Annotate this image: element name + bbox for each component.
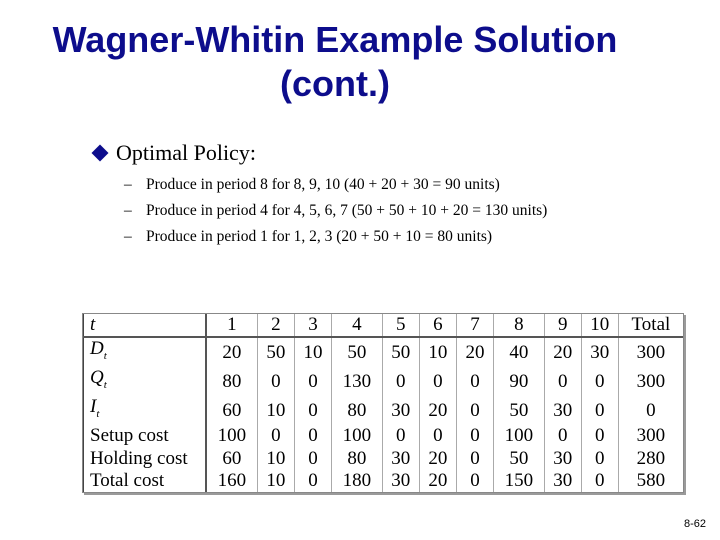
- row-label: [84, 337, 207, 367]
- policy-item-text: Produce in period 1 for 1, 2, 3 (20 + 50 + 10 = 80 units): [146, 228, 493, 245]
- table-cell: 30: [382, 396, 419, 425]
- title-line-1: Wagner-Whitin Example Solution: [52, 19, 618, 60]
- row-label: Total cost: [84, 470, 207, 492]
- table-cell: 100: [206, 425, 257, 447]
- table-cell: 10: [257, 396, 294, 425]
- table-cell: 30: [544, 448, 581, 470]
- policy-item: [124, 198, 547, 224]
- dash-bullet-icon: –: [124, 176, 132, 193]
- title-line-2: (cont.): [280, 63, 390, 104]
- table-cell: 0: [456, 367, 493, 396]
- row-subscript: t: [96, 408, 100, 421]
- table-cell: 0: [456, 448, 493, 470]
- table-cell: 40: [493, 337, 544, 367]
- table-cell: 0: [257, 367, 294, 396]
- header-cell: 3: [294, 314, 331, 337]
- header-cell: 7: [456, 314, 493, 337]
- table-cell: 0: [581, 396, 618, 425]
- table-row: [84, 337, 684, 367]
- table-cell: 20: [206, 337, 257, 367]
- table-cell: 20: [456, 337, 493, 367]
- table-cell: 280: [636, 447, 666, 469]
- header-cell: 10: [581, 314, 618, 337]
- table-cell: 30: [581, 337, 618, 367]
- table-cell: 80: [332, 448, 383, 470]
- dash-bullet-icon: –: [124, 202, 132, 219]
- table-row: [84, 470, 684, 492]
- table-cell: 100: [493, 425, 544, 447]
- table-cell: 20: [544, 337, 581, 367]
- table-cell: 0: [294, 448, 331, 470]
- table-cell: 50: [257, 337, 294, 367]
- policy-item: [124, 224, 547, 250]
- dash-bullet-icon: –: [124, 228, 132, 245]
- table-cell: 0: [419, 425, 456, 447]
- table-cell: 0: [257, 425, 294, 447]
- table-cell: 0: [581, 367, 618, 396]
- table-cell: 10: [257, 448, 294, 470]
- table-cell: 0: [581, 448, 618, 470]
- table-cell: 0: [294, 396, 331, 425]
- table-cell: 30: [382, 470, 419, 492]
- table-cell: 0: [456, 396, 493, 425]
- table-cell: 300: [636, 425, 666, 447]
- policy-item-text: Produce in period 4 for 4, 5, 6, 7 (50 + 50 + 10 + 20 = 130 units): [146, 202, 548, 219]
- table-cell: 160: [206, 470, 257, 492]
- table-cell: 20: [419, 396, 456, 425]
- row-variable: D: [90, 338, 104, 360]
- header-cell: 6: [419, 314, 456, 337]
- table-cell: 30: [544, 470, 581, 492]
- table-cell: 0: [544, 367, 581, 396]
- table-row: [84, 367, 684, 396]
- table-cell: 0: [419, 367, 456, 396]
- table-cell: 100: [332, 425, 383, 447]
- table-cell: 80: [332, 396, 383, 425]
- row-variable: I: [90, 396, 97, 418]
- table-row: [84, 425, 684, 447]
- table-cell: 10: [257, 470, 294, 492]
- row-label: Holding cost: [84, 448, 207, 470]
- table-cell: 50: [382, 337, 419, 367]
- table-row: [84, 396, 684, 425]
- table-cell: 300: [636, 370, 666, 392]
- table-cell: 0: [294, 367, 331, 396]
- table-cell: 300: [636, 341, 666, 363]
- table-cell: 0: [294, 470, 331, 492]
- table-cell: 20: [419, 448, 456, 470]
- slide-title: [0, 18, 670, 106]
- table-cell: 0: [294, 425, 331, 447]
- table-cell: 60: [206, 448, 257, 470]
- row-label: [84, 396, 207, 425]
- row-label: [84, 367, 207, 396]
- table-cell: 130: [332, 367, 383, 396]
- table-cell: 580: [636, 469, 666, 491]
- diamond-bullet-icon: [92, 145, 109, 162]
- header-cell: 4: [332, 314, 383, 337]
- header-cell: 9: [544, 314, 581, 337]
- table-cell: 0: [646, 399, 656, 421]
- table-cell: 50: [493, 448, 544, 470]
- table-row: [84, 448, 684, 470]
- table-cell: 0: [544, 425, 581, 447]
- table-cell: 0: [456, 470, 493, 492]
- table-cell: 0: [581, 470, 618, 492]
- policy-list: [124, 172, 547, 250]
- table-cell: 150: [493, 470, 544, 492]
- header-cell: 1: [206, 314, 257, 337]
- row-subscript: t: [103, 350, 107, 363]
- header-cell: 2: [257, 314, 294, 337]
- table-cell: 0: [382, 367, 419, 396]
- table-cell: 30: [382, 448, 419, 470]
- table-cell: 0: [581, 425, 618, 447]
- table-header-row: [84, 314, 684, 337]
- header-cell-t: t: [84, 314, 207, 337]
- bullet-label: Optimal Policy:: [116, 140, 256, 165]
- table-cell: 50: [493, 396, 544, 425]
- table-cell: 60: [206, 396, 257, 425]
- bullet-optimal-policy: [92, 140, 256, 166]
- table-cell: 50: [332, 337, 383, 367]
- table-cell: 180: [332, 470, 383, 492]
- table-cell: 80: [206, 367, 257, 396]
- table-cell: 0: [382, 425, 419, 447]
- header-cell: 8: [493, 314, 544, 337]
- header-cell: Total: [618, 314, 683, 337]
- row-subscript: t: [103, 379, 107, 392]
- page-number: 8-62: [683, 518, 706, 530]
- table-cell: 10: [294, 337, 331, 367]
- table-cell: 10: [419, 337, 456, 367]
- table-cell: 90: [493, 367, 544, 396]
- row-variable: Q: [90, 367, 104, 389]
- policy-item: [124, 172, 547, 198]
- table-cell: 30: [544, 396, 581, 425]
- table-cell: 0: [456, 425, 493, 447]
- solution-table: [82, 313, 684, 493]
- table-cell: 20: [419, 470, 456, 492]
- policy-item-text: Produce in period 8 for 8, 9, 10 (40 + 20 + 30 = 90 units): [146, 176, 500, 193]
- row-label: Setup cost: [84, 425, 207, 447]
- header-cell: 5: [382, 314, 419, 337]
